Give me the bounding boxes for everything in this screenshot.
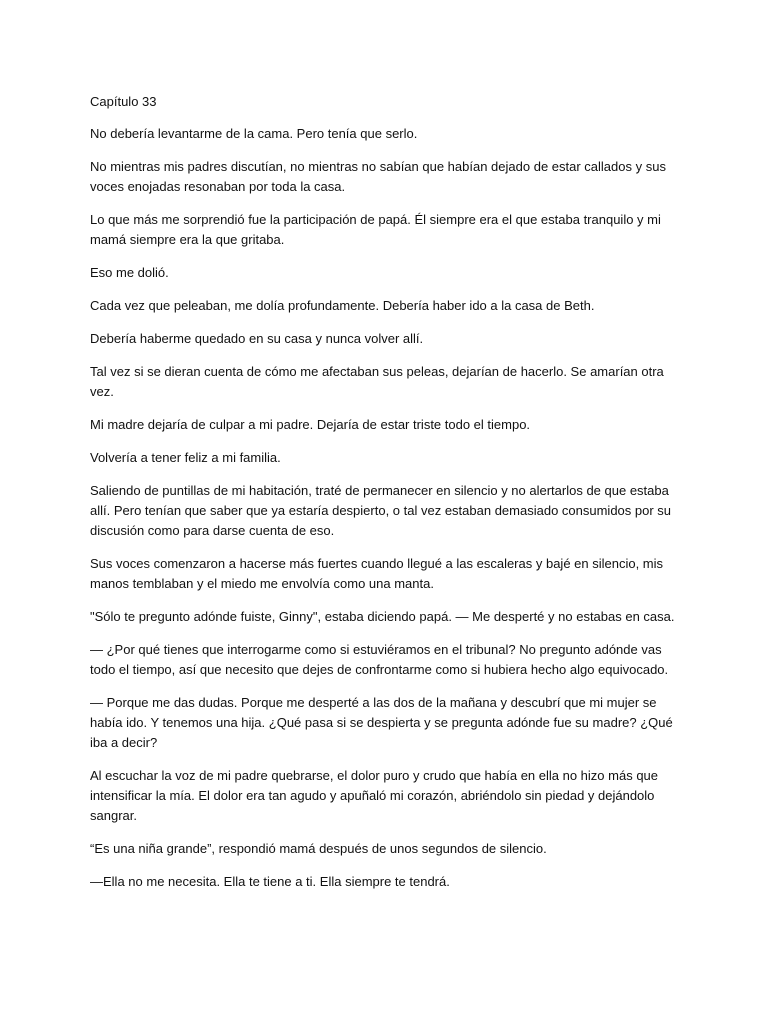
- paragraph: Sus voces comenzaron a hacerse más fuertes cuando llegué a las escaleras y bajé en silencio, mis manos temblaban y el miedo me envolvía como una manta.: [90, 556, 664, 591]
- paragraph: — Porque me das dudas. Porque me desperté a las dos de la mañana y descubrí que mi mujer se había ido. Y tenemos una hija. ¿Qué pasa si se despierta y se pregunta adónde fue su madre? ¿Qué iba a decir?: [90, 695, 673, 750]
- paragraph: Cada vez que peleaban, me dolía profundamente. Debería haber ido a la casa de Beth.: [90, 298, 595, 313]
- paragraph: "Sólo te pregunto adónde fuiste, Ginny", estaba diciendo papá. — Me desperté y no estabas en casa.: [90, 609, 675, 624]
- paragraph: Debería haberme quedado en su casa y nunca volver allí.: [90, 331, 424, 346]
- paragraph: “Es una niña grande”, respondió mamá después de unos segundos de silencio.: [90, 841, 547, 856]
- paragraph: Al escuchar la voz de mi padre quebrarse, el dolor puro y crudo que había en ella no hizo más que intensificar la mía. El dolor era tan agudo y apuñaló mi corazón, abriéndolo sin piedad y dejándolo sangrar.: [90, 768, 659, 823]
- document-page: [90, 92, 690, 905]
- paragraph: No debería levantarme de la cama. Pero tenía que serlo.: [90, 126, 418, 141]
- paragraph: Tal vez si se dieran cuenta de cómo me afectaban sus peleas, dejarían de hacerlo. Se amarían otra vez.: [90, 364, 664, 399]
- paragraph: Lo que más me sorprendió fue la participación de papá. Él siempre era el que estaba tranquilo y mi mamá siempre era la que gritaba.: [90, 212, 661, 247]
- paragraph: —Ella no me necesita. Ella te tiene a ti. Ella siempre te tendrá.: [90, 874, 450, 889]
- paragraph: — ¿Por qué tienes que interrogarme como si estuviéramos en el tribunal? No pregunto adónde vas todo el tiempo, así que necesito que dejes de confrontarme como si hubiera hecho algo equivocado.: [90, 642, 669, 677]
- chapter-title: Capítulo 33: [90, 94, 157, 109]
- paragraph: No mientras mis padres discutían, no mientras no sabían que habían dejado de estar callados y sus voces enojadas resonaban por toda la casa.: [90, 159, 666, 194]
- paragraph: Saliendo de puntillas de mi habitación, traté de permanecer en silencio y no alertarlos de que estaba allí. Pero tenían que saber que ya estaría despierto, o tal vez estaban demasiado consumidos por su discusión como para darse cuenta de eso.: [90, 483, 672, 538]
- paragraph: Volvería a tener feliz a mi familia.: [90, 450, 281, 465]
- paragraph: Mi madre dejaría de culpar a mi padre. Dejaría de estar triste todo el tiempo.: [90, 417, 531, 432]
- paragraph: Eso me dolió.: [90, 265, 169, 280]
